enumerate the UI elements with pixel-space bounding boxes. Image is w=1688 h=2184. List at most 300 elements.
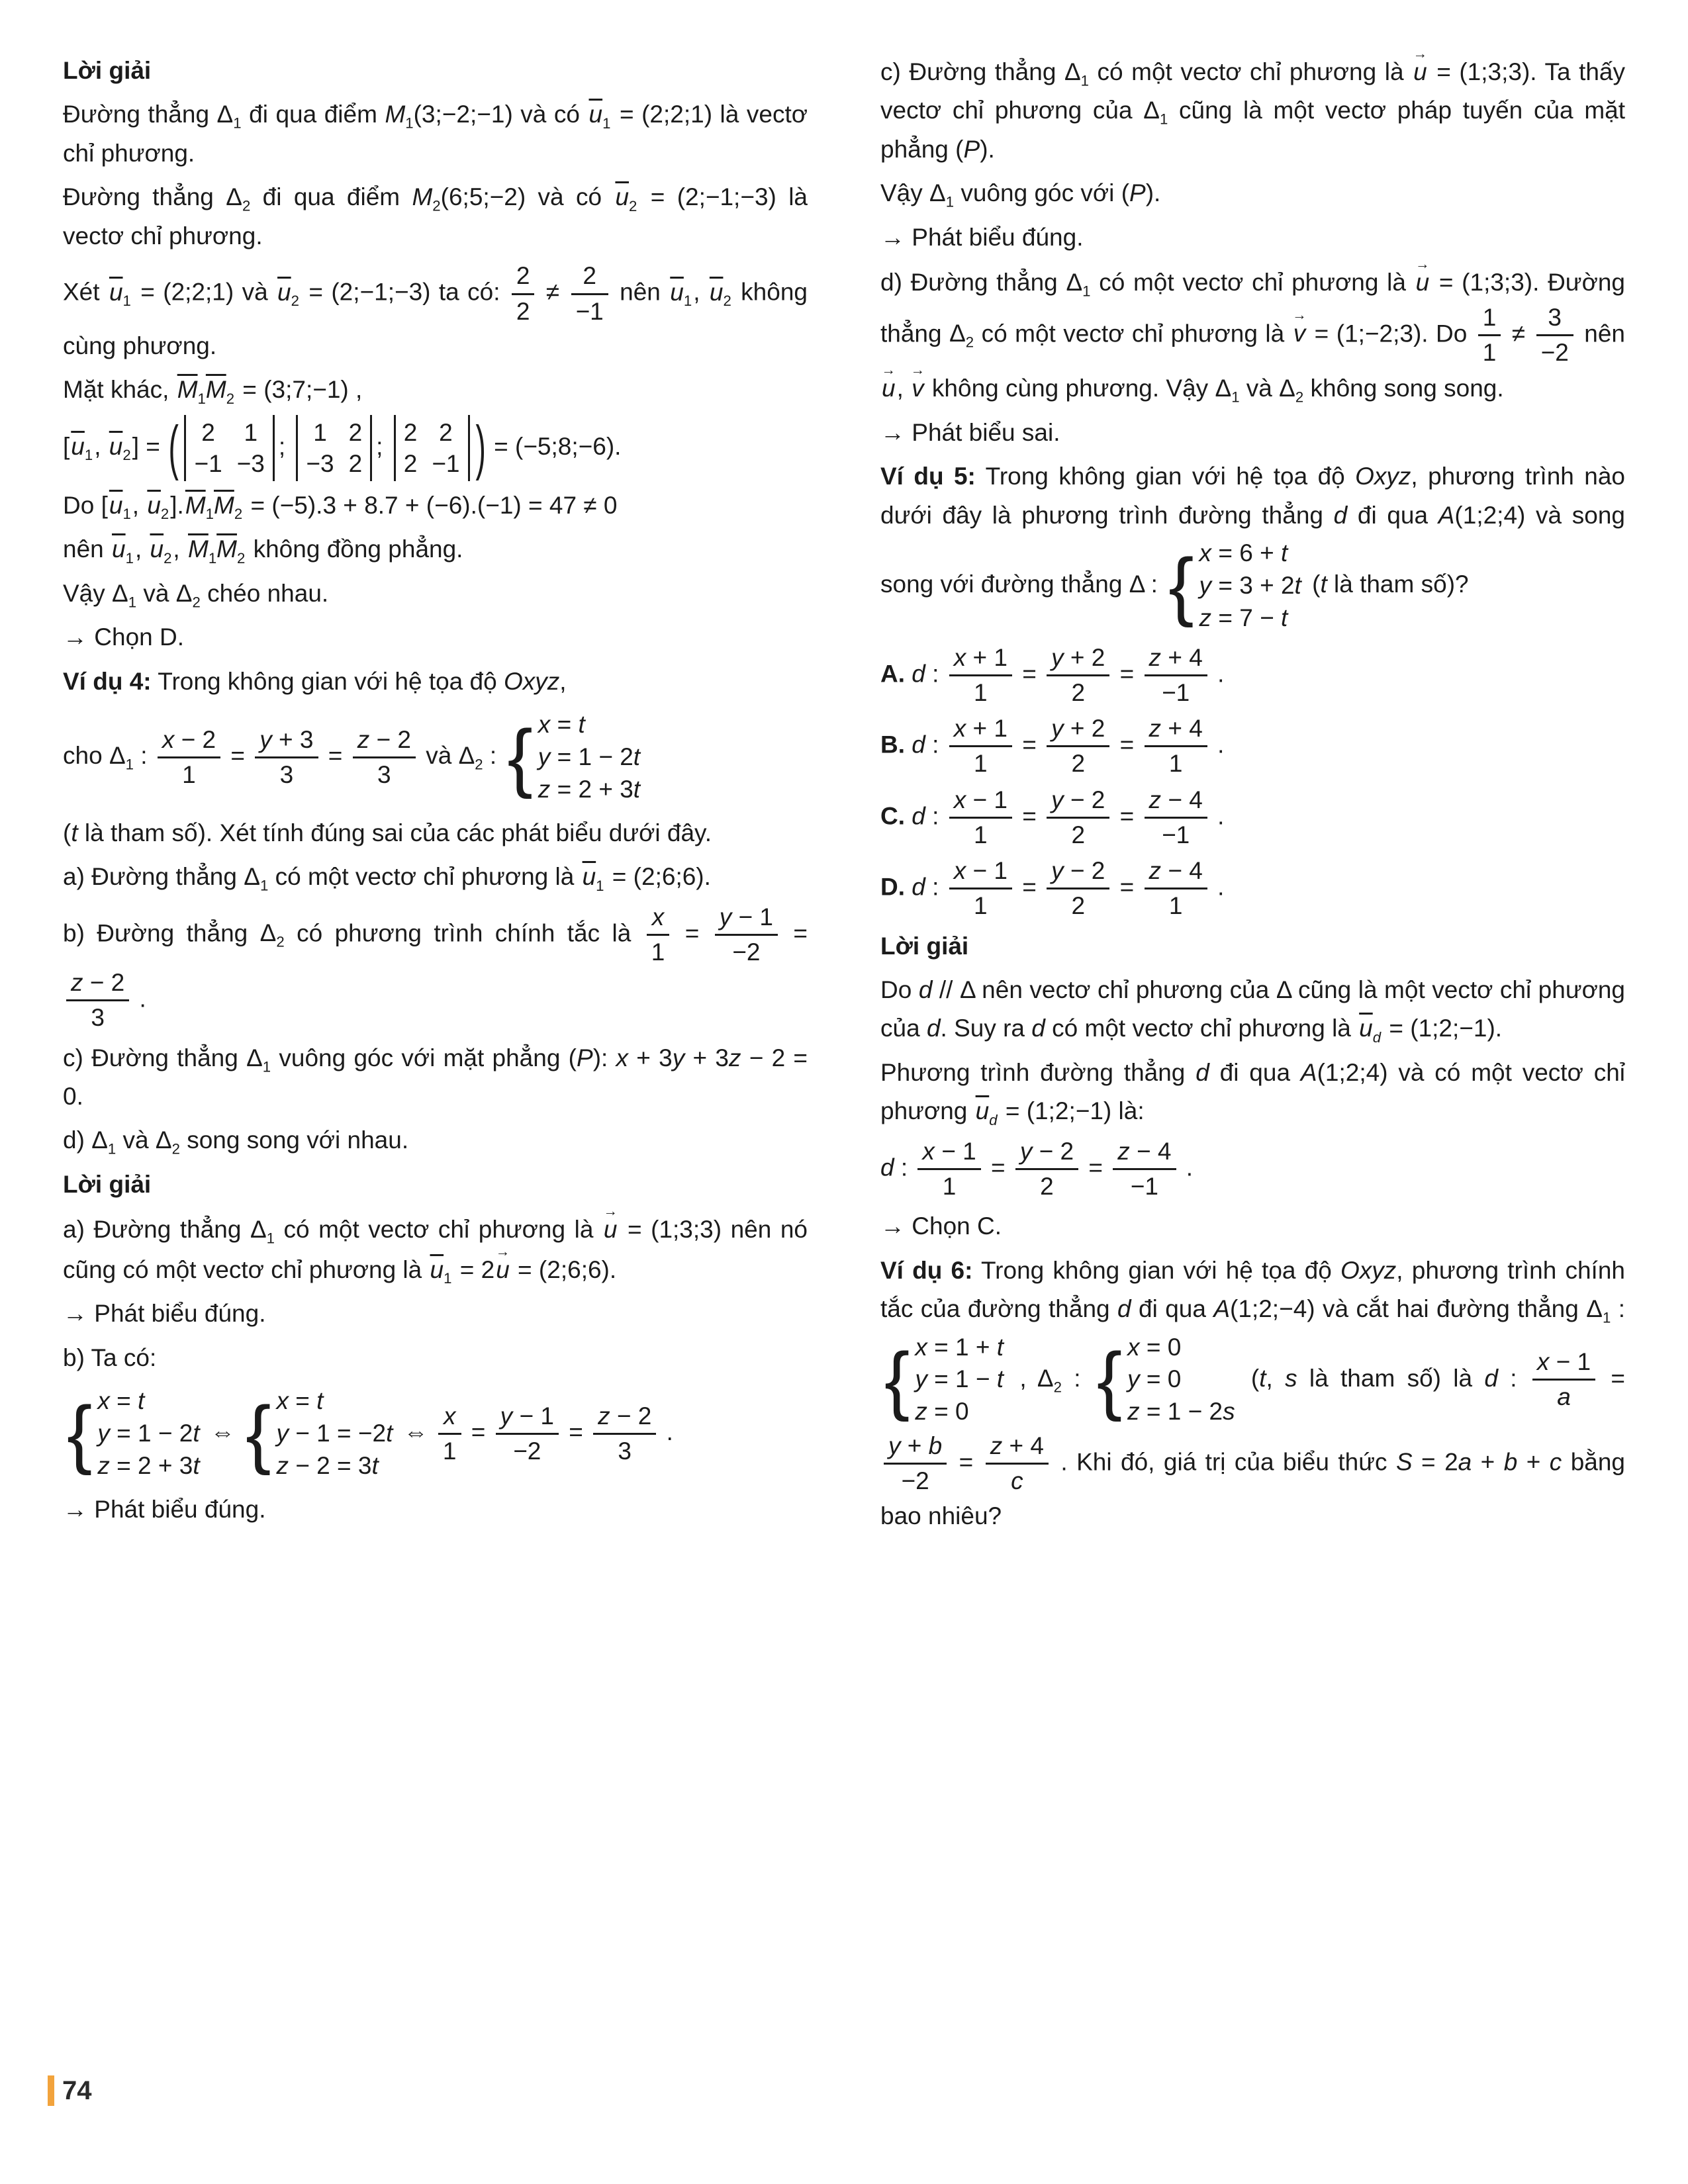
math-run: ;	[278, 432, 293, 460]
text-run: có một vectơ chỉ phương là	[1089, 58, 1413, 85]
vector-arrow: → v	[1293, 313, 1306, 353]
text-run: và có	[512, 101, 588, 128]
math-run: $\Delta_2$	[1279, 375, 1304, 406]
determinant-cell: 2	[348, 449, 363, 477]
text-run: bằng bao nhiêu?	[880, 1448, 1626, 1529]
math-run: $\Delta_2$	[1037, 1364, 1062, 1396]
system-row: x = 1 + t	[915, 1333, 1004, 1361]
math-run: d	[918, 976, 933, 1003]
text-run: Trong không gian với hệ tọa độ	[975, 463, 1356, 490]
text-run: ta có:	[430, 278, 508, 306]
fraction-denominator: 2	[1071, 750, 1086, 778]
math-run: d	[912, 873, 925, 901]
text-run: :	[483, 742, 504, 770]
vector-arrow: → u	[1416, 262, 1430, 302]
math-run: =	[224, 742, 252, 770]
arrow-statement	[880, 414, 1625, 452]
text-run: Do	[880, 976, 919, 1003]
math-run: ] =	[132, 432, 167, 460]
text-run: Vậy	[880, 179, 930, 207]
fraction	[438, 1401, 461, 1467]
solution-paragraph	[880, 971, 1625, 1048]
text-run: có một vectơ chỉ phương là	[974, 320, 1292, 347]
fraction	[949, 643, 1012, 709]
math-run: $M_2(6;5;-2)$	[412, 183, 526, 214]
text-run: :	[925, 660, 946, 688]
statement-a	[63, 858, 808, 896]
math-run: (P).	[1121, 179, 1161, 207]
text-run: c) Đường thẳng	[63, 1044, 247, 1071]
math-run: d	[1333, 501, 1348, 529]
fraction	[512, 261, 535, 327]
vector-overline: u1	[71, 432, 93, 463]
text-run: :	[134, 742, 154, 770]
math-run: = (2;−1;−3)	[300, 278, 431, 306]
fraction-denominator: 2	[1040, 1173, 1054, 1201]
vector-overline: u1	[588, 101, 611, 132]
math-run: = (1;2;−1).	[1382, 1015, 1503, 1042]
math-run: d	[1031, 1015, 1045, 1042]
text-run: nên	[63, 535, 111, 563]
system-row: y = 0	[1127, 1365, 1182, 1393]
text-run: → Phát biểu đúng.	[63, 1495, 266, 1523]
text-run: đi qua	[1347, 501, 1438, 529]
system-rows	[538, 709, 640, 805]
text-run: //	[932, 976, 960, 1003]
math-run: Δ	[1276, 976, 1291, 1003]
text-run: Trong không gian với hệ tọa độ	[972, 1256, 1340, 1284]
text-run: là tham số). Xét tính đúng sai của các phát biểu dưới đây.	[77, 819, 712, 846]
text-run: Do	[1428, 320, 1475, 347]
fraction-numerator: y − 2	[1047, 856, 1109, 889]
fraction-denominator: −1	[1162, 678, 1190, 706]
math-run: = (2;6;6).	[605, 863, 711, 891]
text-run: :	[1497, 1364, 1529, 1392]
right-column	[880, 52, 1625, 1541]
system-rows	[276, 1385, 393, 1482]
fraction-denominator: 1	[182, 760, 196, 788]
math-run: d	[926, 1015, 941, 1042]
option-a	[880, 643, 1625, 709]
text-run: và cắt hai đường thẳng	[1315, 1295, 1587, 1323]
text-run: là tham số) là	[1297, 1364, 1485, 1392]
vector-overline: u1	[109, 278, 131, 310]
system-row: x = t	[276, 1387, 324, 1415]
vector-overline: u2	[147, 491, 169, 523]
bold-label: B.	[880, 731, 912, 758]
fraction-numerator: y + b	[884, 1431, 947, 1465]
fraction-numerator: x − 1	[949, 856, 1012, 889]
fraction-denominator: 1	[651, 938, 665, 966]
fraction-numerator: x	[438, 1401, 461, 1435]
fraction-numerator: 3	[1536, 302, 1573, 336]
text-run: không cùng phương. Vậy	[925, 375, 1215, 402]
fraction-numerator: x − 1	[1532, 1347, 1595, 1381]
determinant-cell: 2	[403, 449, 418, 477]
fraction-numerator: 2	[571, 261, 608, 295]
text-run: chéo nhau.	[200, 579, 329, 607]
fraction-numerator: z − 4	[1145, 785, 1207, 819]
text-run: và có	[526, 183, 614, 211]
text-run: Trong không gian với hệ tọa độ	[151, 667, 504, 695]
paragraph	[63, 178, 808, 255]
math-run: = (2;−1;−3)	[638, 183, 776, 211]
math-run: =	[950, 1448, 982, 1476]
fraction-denominator: 3	[377, 760, 391, 788]
math-run: d	[1117, 1295, 1131, 1323]
math-run: =	[1113, 873, 1141, 901]
math-run: =	[1113, 731, 1141, 758]
vector-overline: u2	[709, 278, 731, 310]
math-run: =	[1599, 1364, 1626, 1392]
math-run: d	[912, 802, 925, 830]
fraction-numerator: x − 2	[158, 725, 220, 758]
example-4-heading	[63, 662, 808, 701]
fraction-denominator: 1	[1482, 338, 1497, 366]
fraction-numerator: x − 1	[949, 785, 1012, 819]
text-run: Do	[63, 491, 101, 519]
math-run: = (1;3;3).	[1430, 269, 1540, 296]
math-run: t, s	[1259, 1364, 1297, 1392]
bold-label: Ví dụ 6:	[880, 1256, 973, 1284]
text-run: .	[132, 985, 146, 1013]
text-run: Phương trình đường thẳng	[880, 1058, 1196, 1086]
vector-overline: u2	[277, 278, 299, 310]
math-run: $\Delta_1$	[216, 101, 242, 132]
math-run: ,	[132, 491, 146, 519]
system-row: y = 3 + 2t	[1199, 571, 1301, 599]
text-run: , phương trình nào dưới đây là phương trình đường thẳng	[880, 463, 1625, 529]
text-run: :	[925, 873, 946, 901]
fraction-denominator: 1	[974, 892, 988, 920]
math-run: Oxyz	[1355, 463, 1411, 490]
text-run: và	[234, 278, 277, 306]
math-run: [	[63, 432, 70, 460]
math-run: $\Delta_2$	[226, 183, 251, 214]
text-run: ⇔	[397, 1418, 435, 1446]
math-run: = (1;3;3)	[618, 1216, 722, 1244]
system-rows	[97, 1385, 199, 1482]
vector-arrow: → u	[882, 368, 896, 408]
text-run: .	[1179, 1154, 1194, 1181]
solution-d	[880, 262, 1625, 408]
fraction-numerator: z + 4	[1145, 643, 1207, 676]
solution-heading	[63, 52, 808, 90]
determinant-cell: 2	[348, 418, 363, 446]
math-run: $\Delta_2$	[155, 1126, 180, 1158]
fraction-denominator: 2	[516, 297, 530, 325]
fraction-numerator: y + 3	[255, 725, 318, 758]
text-run: (	[1239, 1364, 1260, 1392]
determinant-cell: 1	[244, 418, 258, 446]
equation-cross-product	[63, 415, 808, 481]
fraction	[1047, 785, 1109, 851]
left-column	[63, 52, 808, 1541]
equation-system: { x = 0 y = 0 z = 1 − 2s	[1097, 1332, 1235, 1428]
vector-overline: u2	[109, 432, 131, 463]
vector-overline: u1	[112, 535, 134, 567]
vector-overline: u2	[150, 535, 172, 567]
page-number: 74	[62, 2075, 92, 2105]
fraction-numerator: z + 4	[1145, 713, 1207, 747]
text-run: :	[925, 731, 946, 758]
vector-arrow: → u	[1413, 52, 1427, 91]
text-run: là vectơ chỉ phương.	[63, 101, 808, 167]
fraction	[1113, 1136, 1176, 1203]
fraction-denominator: c	[1011, 1467, 1023, 1495]
equation-line-d	[880, 1136, 1625, 1203]
determinant-2x2	[296, 415, 372, 481]
math-run: $\Delta_1$	[91, 1126, 117, 1158]
vector-overline: M1M2	[185, 491, 243, 523]
math-run: = 2	[453, 1255, 495, 1283]
text-run: → Phát biểu đúng.	[880, 223, 1084, 251]
text-run: Vậy	[63, 579, 113, 607]
solution-paragraph	[880, 1054, 1625, 1131]
fraction	[1047, 713, 1109, 780]
system-row: z = 0	[915, 1398, 969, 1426]
text-run: vuông góc với mặt phẳng	[271, 1044, 569, 1071]
fraction-denominator: −1	[1130, 1173, 1158, 1201]
math-run: A(1;2;4)	[1438, 501, 1526, 529]
fraction-numerator: x + 1	[949, 643, 1012, 676]
fraction	[66, 968, 129, 1034]
math-run: =	[1082, 1154, 1110, 1181]
math-run: =	[1113, 660, 1141, 688]
math-run: A(1;2;−4)	[1213, 1295, 1315, 1323]
solution-b-intro	[63, 1339, 808, 1377]
fraction-denominator: 2	[1071, 892, 1086, 920]
text-run: là tham số)?	[1327, 570, 1469, 598]
text-run: Ta thấy vectơ chỉ phương của	[880, 58, 1625, 124]
text-run: vuông góc với	[954, 179, 1121, 207]
determinant-2x2	[184, 415, 274, 481]
text-run: .	[1210, 873, 1225, 901]
math-run: $\Delta_1$	[1064, 58, 1089, 89]
math-run: =	[1015, 873, 1044, 901]
text-run: song song với nhau.	[179, 1126, 409, 1154]
math-run: $\Delta_1$	[1215, 375, 1240, 406]
text-run: là vectơ chỉ phương.	[63, 183, 808, 250]
text-run: có một vectơ chỉ phương là	[275, 1216, 602, 1244]
equation-lines	[63, 706, 808, 808]
math-run: $\Delta_2$	[949, 320, 974, 351]
fraction-denominator: −2	[1540, 338, 1569, 366]
math-run: Oxyz	[503, 667, 560, 695]
text-run: :	[1144, 570, 1165, 598]
system-row: x = t	[97, 1387, 145, 1415]
arrow-statement	[880, 218, 1625, 257]
fraction	[1478, 302, 1501, 369]
bold-label: A.	[880, 660, 912, 688]
equation-system: { x = t y = 1 − 2t z = 2 + 3t	[507, 709, 640, 805]
fraction	[1532, 1347, 1595, 1413]
fraction	[949, 713, 1012, 780]
text-run: :	[925, 802, 946, 830]
vector-overline: u1	[582, 863, 604, 894]
text-run: → Phát biểu sai.	[880, 418, 1060, 446]
system-row: z = 2 + 3t	[97, 1451, 200, 1479]
fraction-numerator: 1	[1478, 302, 1501, 336]
math-run: $\Delta_1$	[250, 1216, 275, 1247]
math-run: $\Delta_1$	[1586, 1295, 1611, 1326]
text-run: cũng là một vectơ pháp tuyến của mặt phẳng	[880, 97, 1625, 163]
fraction-numerator: z − 4	[1145, 856, 1207, 889]
fraction	[353, 725, 416, 791]
math-run: =	[1015, 660, 1044, 688]
conclusion	[63, 574, 808, 613]
bold-label: Lời giải	[63, 57, 152, 84]
system-row: y = 1 − t	[915, 1365, 1004, 1393]
equation-system: { x = 6 + t y = 3 + 2t z = 7 − t	[1168, 537, 1301, 634]
math-run: = (1;2;−1)	[998, 1097, 1112, 1125]
fraction-denominator: 3	[618, 1437, 632, 1465]
fraction-denominator: a	[1557, 1383, 1571, 1411]
text-run: có một vectơ chỉ phương là	[1090, 269, 1415, 296]
solution-a	[63, 1209, 808, 1289]
arrow-statement	[63, 1295, 808, 1333]
text-run: :	[894, 1154, 915, 1181]
fraction-denominator: −2	[513, 1437, 541, 1465]
bold-label: Lời giải	[63, 1170, 152, 1198]
text-run: nên vectơ chỉ phương của	[974, 976, 1276, 1003]
text-run: cũng là một vectơ chỉ phương của	[880, 976, 1626, 1042]
fraction	[158, 725, 220, 791]
text-run: a) Đường thẳng	[63, 863, 244, 891]
determinant-cell: 2	[403, 418, 418, 446]
system-row: z = 2 + 3t	[538, 775, 641, 803]
equation-system: { x = t y − 1 = −2t z − 2 = 3t	[246, 1385, 393, 1482]
math-run: Δ	[959, 976, 975, 1003]
page-number-marker	[48, 2075, 54, 2106]
math-run: Oxyz	[1340, 1256, 1397, 1284]
option-d	[880, 856, 1625, 922]
solution-c	[880, 52, 1625, 169]
fraction-numerator: y + 2	[1047, 713, 1109, 747]
math-run: =	[1015, 802, 1044, 830]
paragraph	[63, 261, 808, 365]
text-run: , phương trình chính tắc của đường thẳng	[880, 1256, 1625, 1323]
system-rows	[1199, 537, 1301, 634]
fraction-denominator: −2	[901, 1467, 929, 1495]
fraction-denominator: −1	[1162, 821, 1190, 848]
math-run: = (2;6;6).	[510, 1255, 617, 1283]
text-run: :	[1611, 1295, 1625, 1323]
fraction-denominator: 1	[942, 1173, 957, 1201]
text-run: ,	[896, 375, 911, 402]
text-run: .	[1210, 731, 1225, 758]
text-run: có phương trình chính tắc là	[284, 919, 643, 947]
text-run: → Chọn C.	[880, 1212, 1002, 1240]
statement-c	[63, 1039, 808, 1116]
fraction-denominator: 1	[442, 1437, 457, 1465]
system-row: y = 1 − 2t	[97, 1420, 200, 1447]
math-run: A(1;2;4)	[1300, 1058, 1388, 1086]
text-run: nên nó cũng có một vectơ chỉ phương là	[63, 1216, 808, 1283]
fraction-numerator: z − 2	[66, 968, 129, 1001]
fraction-numerator: z − 2	[593, 1401, 656, 1435]
fraction-denominator: 1	[974, 750, 988, 778]
text-run: (	[63, 819, 71, 846]
math-run: = (−5;8;−6).	[487, 432, 622, 460]
fraction-denominator: 1	[974, 821, 988, 848]
math-run: [	[101, 491, 108, 519]
math-run: = (2;2;1)	[132, 278, 234, 306]
fraction	[496, 1401, 559, 1467]
math-run: Δ	[1129, 570, 1145, 598]
text-run: và	[418, 742, 459, 770]
determinant-cell: 1	[313, 418, 327, 446]
content-columns	[63, 52, 1625, 1541]
text-run: không đồng phẳng.	[246, 535, 463, 563]
system-row: z − 2 = 3t	[276, 1451, 379, 1479]
fraction-denominator: −1	[575, 297, 604, 325]
vector-overline: ud	[975, 1097, 998, 1128]
text-run: có một vectơ chỉ phương là	[268, 863, 581, 891]
vector-overline: u1	[109, 491, 131, 523]
determinant-cell: 2	[201, 418, 215, 446]
fraction-numerator: x	[647, 902, 670, 936]
arrow-answer	[63, 618, 808, 657]
solution-heading	[880, 927, 1625, 966]
fraction	[571, 261, 608, 327]
math-run: d	[1196, 1058, 1209, 1086]
fraction-denominator: 3	[91, 1004, 105, 1032]
math-run: $\Delta_1$	[112, 579, 137, 611]
determinant-cell: −3	[236, 449, 265, 477]
system-row: z = 7 − t	[1199, 604, 1288, 631]
fraction-numerator: z + 4	[986, 1431, 1049, 1465]
text-run: đi qua	[1131, 1295, 1214, 1323]
vector-overline: u2	[615, 183, 637, 214]
conclusion-c	[880, 174, 1625, 212]
fraction-numerator: x − 1	[917, 1136, 980, 1170]
text-run: không cùng phương.	[63, 278, 808, 359]
bold-label: D.	[880, 873, 912, 901]
text-run: Đường thẳng	[63, 183, 226, 211]
text-run: . Suy ra	[940, 1015, 1032, 1042]
fraction-numerator: z − 4	[1113, 1136, 1176, 1170]
system-row: z = 1 − 2s	[1127, 1398, 1235, 1426]
math-run: t	[71, 819, 78, 846]
determinant-cell: −3	[306, 449, 334, 477]
text-run: ,	[134, 535, 149, 563]
system-row: y − 1 = −2t	[276, 1420, 393, 1447]
fraction-denominator: −2	[732, 938, 761, 966]
fraction	[949, 785, 1012, 851]
big-parenthesis: )	[475, 414, 486, 482]
page-footer	[48, 2075, 92, 2106]
text-run: cho	[63, 742, 109, 770]
math-run: ;	[376, 432, 390, 460]
math-run: (P).	[955, 135, 995, 163]
vector-arrow: → u	[496, 1250, 510, 1289]
math-run: = (1;3;3).	[1428, 58, 1537, 85]
example-5-heading	[880, 457, 1625, 637]
system-row: x = t	[538, 711, 585, 739]
bold-label: Ví dụ 4:	[63, 667, 152, 695]
vector-overline: M1M2	[177, 376, 235, 407]
math-run: =	[321, 742, 350, 770]
fraction-numerator: 2	[512, 261, 535, 295]
text-run: ⇔	[203, 1418, 242, 1446]
fraction	[1145, 856, 1207, 922]
text-run: đi qua điểm	[241, 101, 385, 128]
text-run: b) Đường thẳng	[63, 919, 260, 947]
fraction	[1145, 643, 1207, 709]
statement-d	[63, 1121, 808, 1160]
math-run: $M_1(3;-2;-1)$	[385, 101, 513, 132]
